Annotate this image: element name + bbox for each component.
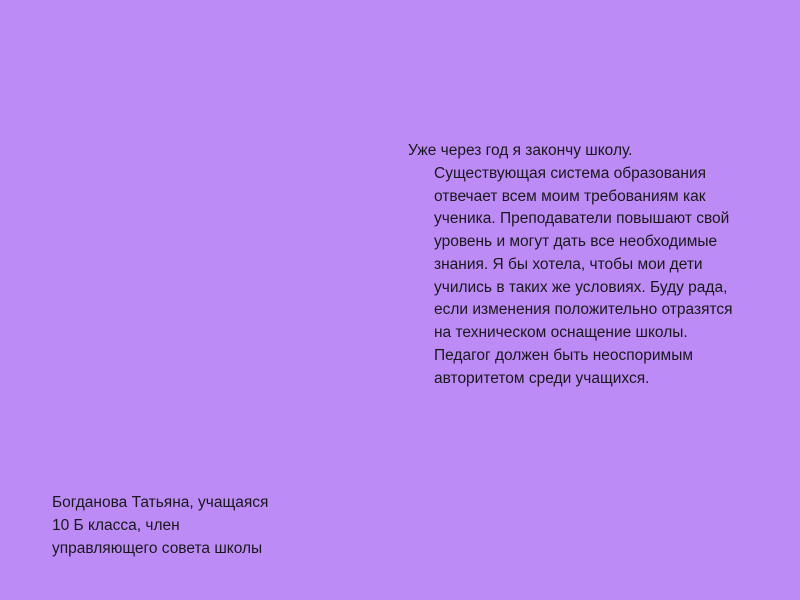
quote-text-block [408, 140, 738, 391]
attribution-line-2: 10 Б класса, член [52, 516, 180, 534]
quote-line-first: Уже через год я закончу школу. [408, 142, 633, 159]
quote-line-body: Существующая система образования отвечает всем моим требованиям как ученика. Преподаватели повышают свой уровень и могут дать все необходимые знания. Я бы хотела, чтобы мои дети учились в таких же условиях. Буду рада, если изменения положительно отразятся на техническом оснащение школы. Педагог должен быть неоспоримым авторитетом среди учащихся. [434, 164, 733, 387]
attribution-line-1: Богданова Татьяна, учащаяся [52, 494, 269, 511]
attribution-line-3: управляющего совета школы [52, 539, 263, 557]
attribution-block [52, 492, 352, 560]
